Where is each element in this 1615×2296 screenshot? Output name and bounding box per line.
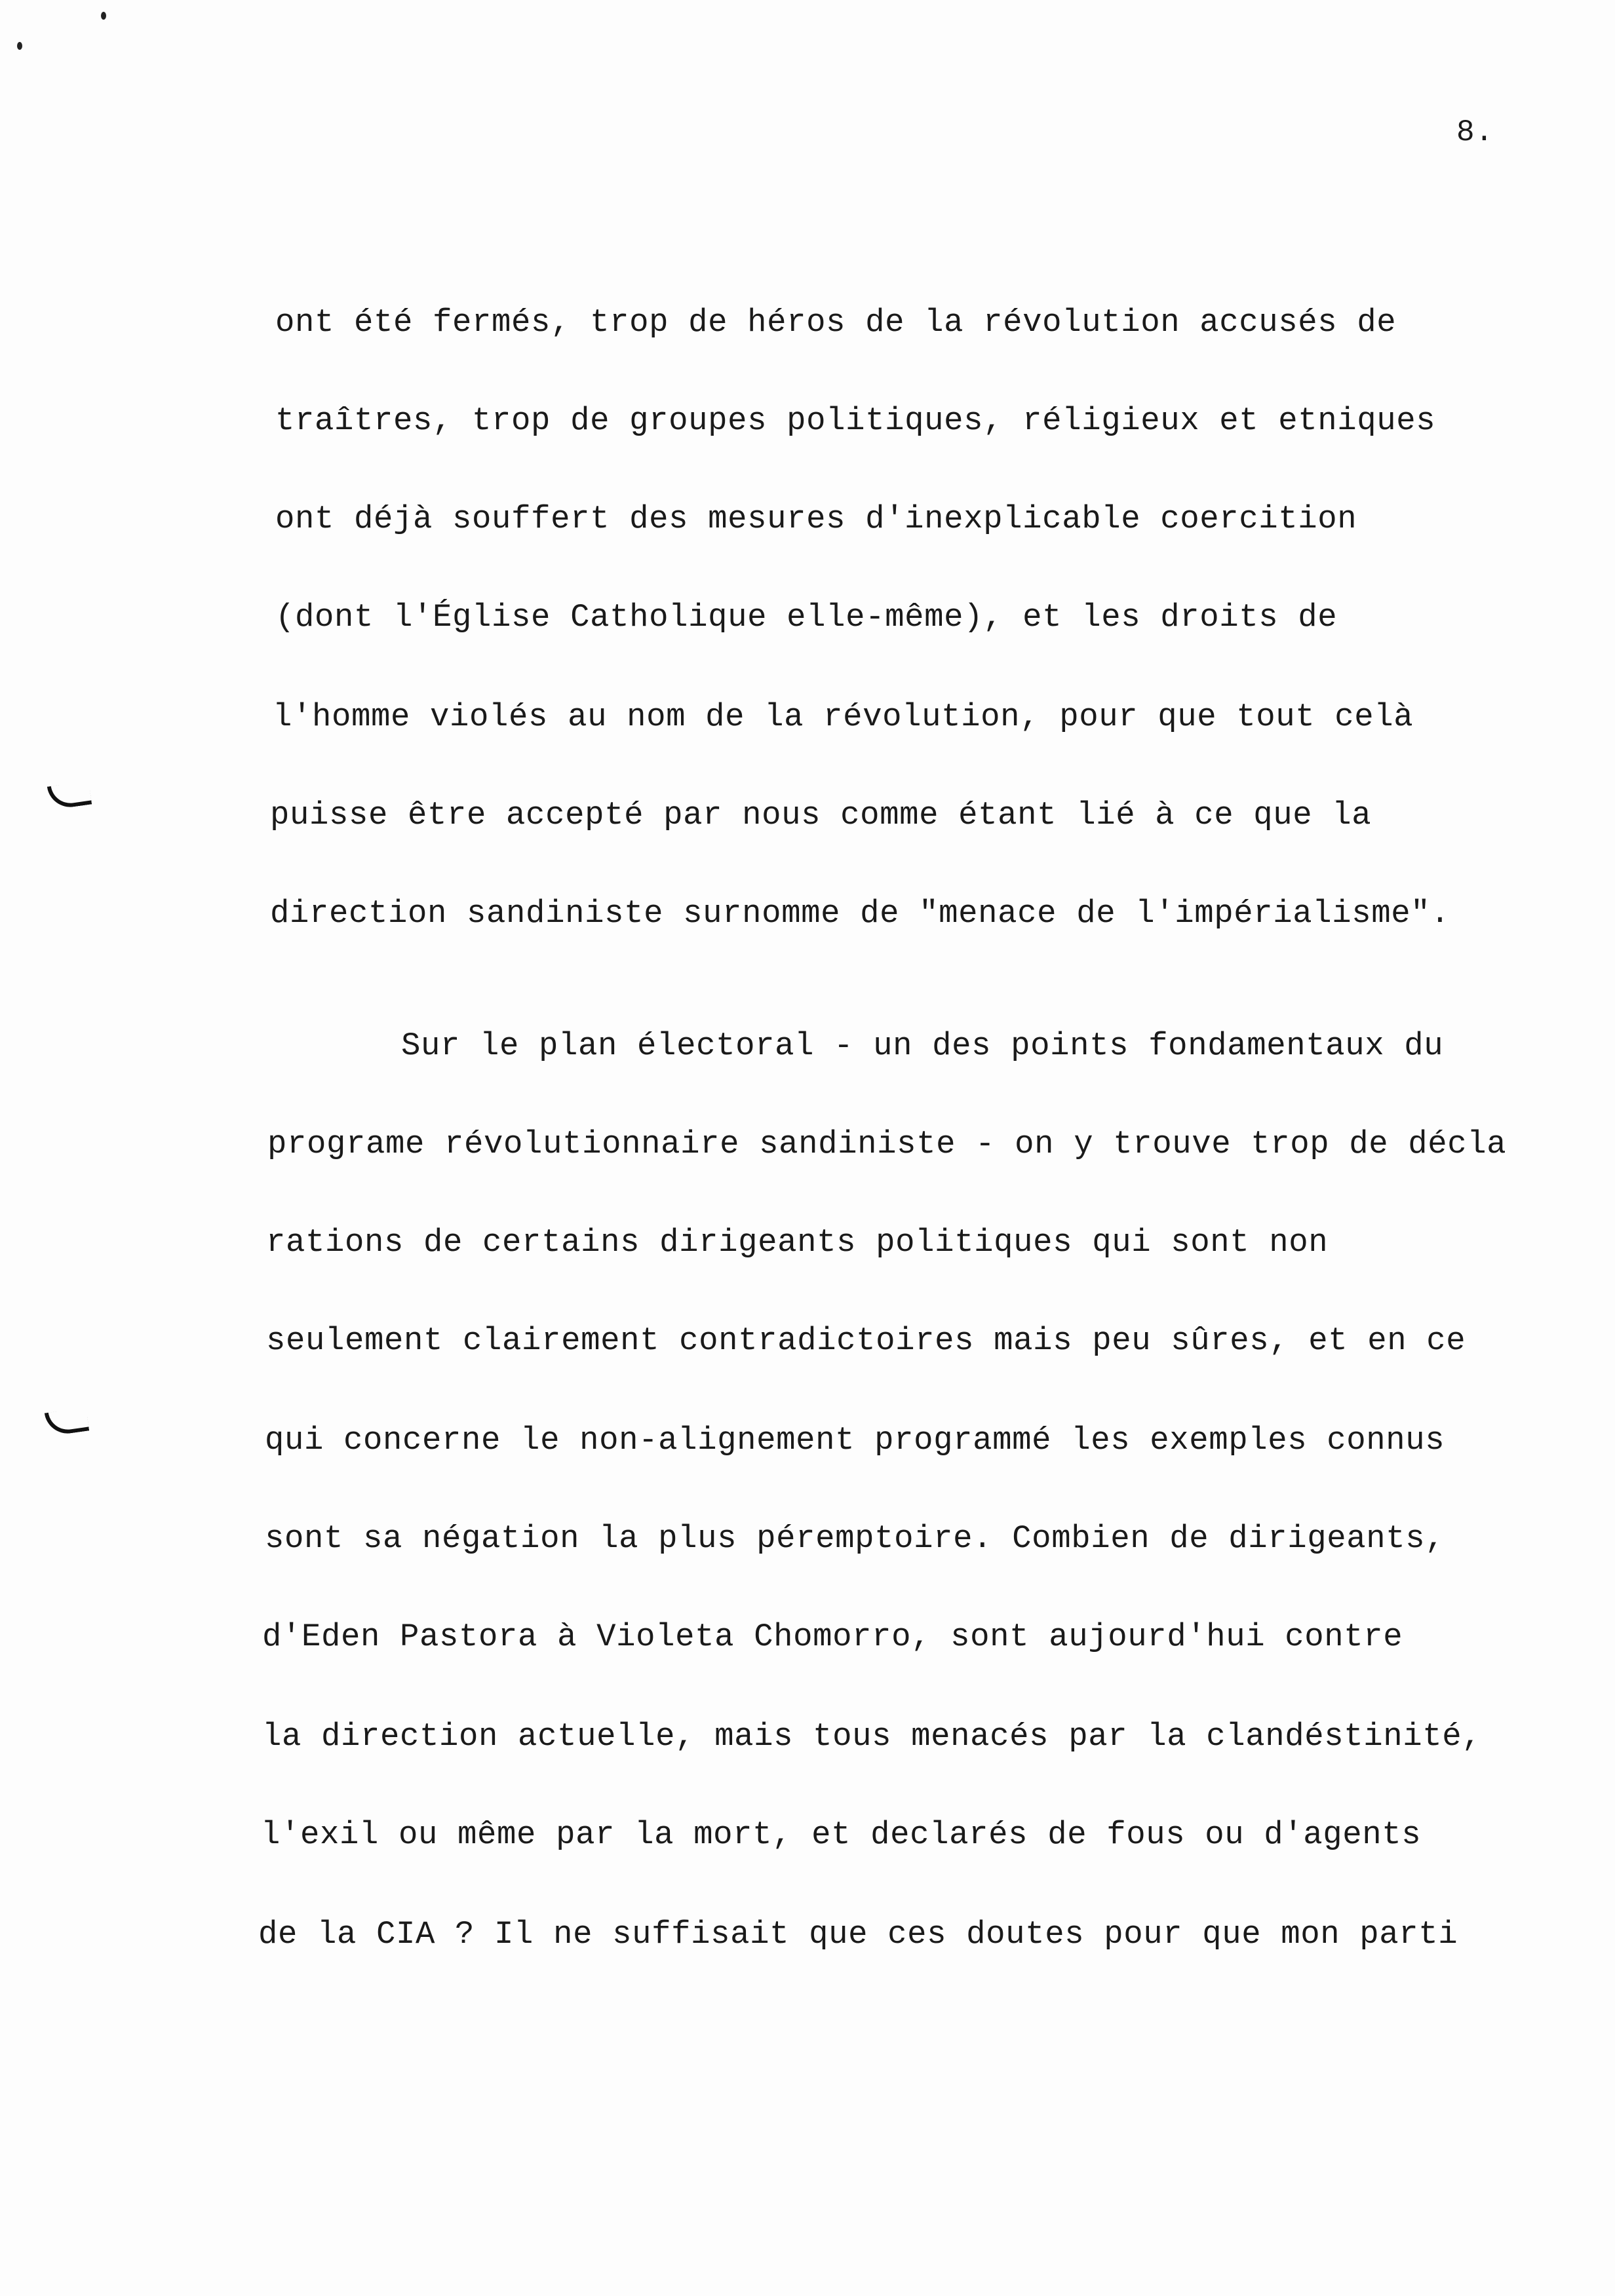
text-line: d'Eden Pastora à Violeta Chomorro, sont aujourd'hui contre (262, 1618, 1403, 1655)
scan-speck (17, 42, 22, 50)
text-line: sont sa négation la plus péremptoire. Combien de dirigeants, (265, 1520, 1445, 1557)
scan-speck (101, 12, 106, 20)
text-line: programe révolutionnaire sandiniste - on y trouve trop de décla (267, 1126, 1507, 1162)
text-line: l'exil ou même par la mort, et declarés de fous ou d'agents (261, 1816, 1422, 1853)
text-line: (dont l'Église Catholique elle-même), et les droits de (275, 599, 1338, 636)
text-line: direction sandiniste surnomme de "menace de l'impérialisme". (270, 895, 1450, 932)
text-line: Sur le plan électoral - un des points fondamentaux du (401, 1027, 1444, 1064)
margin-mark (47, 781, 92, 811)
text-line: ont déjà souffert des mesures d'inexplicable coercition (275, 501, 1357, 537)
text-line: rations de certains dirigeants politiques qui sont non (266, 1224, 1329, 1261)
text-line: puisse être accepté par nous comme étant lié à ce que la (270, 797, 1372, 833)
margin-mark (45, 1407, 89, 1437)
page-number: 8. (1456, 115, 1494, 149)
text-line: traîtres, trop de groupes politiques, réligieux et etniques (275, 402, 1436, 439)
text-line: l'homme violés au nom de la révolution, pour que tout celà (273, 698, 1414, 735)
text-line: de la CIA ? Il ne suffisait que ces doutes pour que mon parti (258, 1916, 1458, 1953)
text-line: seulement clairement contradictoires mais peu sûres, et en ce (266, 1322, 1466, 1359)
text-line: la direction actuelle, mais tous menacés par la clandéstinité, (262, 1718, 1482, 1755)
text-line: qui concerne le non-alignement programmé les exemples connus (265, 1422, 1445, 1459)
text-line: ont été fermés, trop de héros de la révolution accusés de (275, 304, 1397, 341)
